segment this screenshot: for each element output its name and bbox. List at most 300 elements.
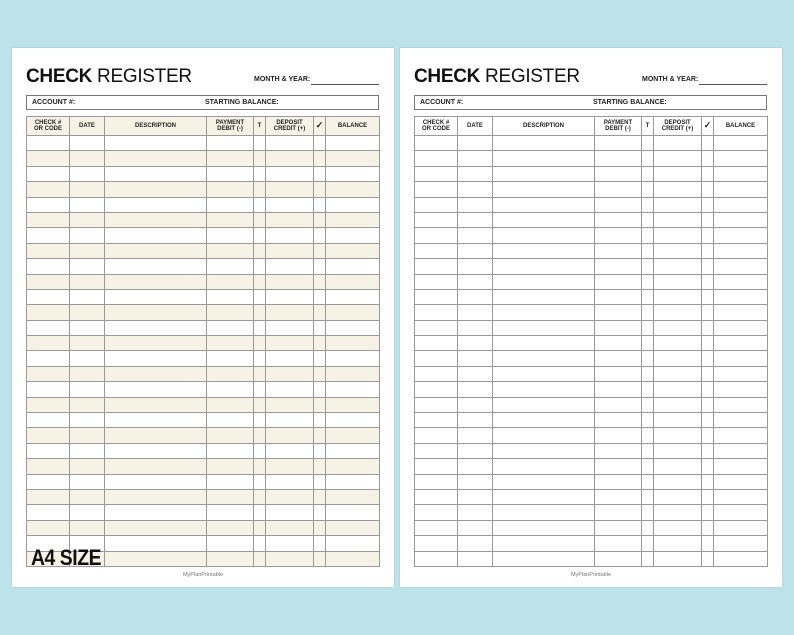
cell-t[interactable] (254, 305, 266, 320)
cell-cleared[interactable] (702, 151, 714, 166)
cell-deposit[interactable] (266, 274, 314, 289)
cell-check[interactable] (27, 520, 70, 535)
cell-description[interactable] (493, 136, 595, 151)
cell-description[interactable] (105, 397, 207, 412)
cell-balance[interactable] (714, 289, 768, 304)
cell-date[interactable] (458, 366, 493, 381)
cell-balance[interactable] (326, 474, 380, 489)
cell-description[interactable] (105, 505, 207, 520)
cell-payment[interactable] (207, 351, 254, 366)
cell-check[interactable] (27, 166, 70, 181)
cell-t[interactable] (254, 366, 266, 381)
cell-balance[interactable] (326, 336, 380, 351)
cell-check[interactable] (415, 182, 458, 197)
cell-deposit[interactable] (654, 136, 702, 151)
cell-t[interactable] (254, 474, 266, 489)
cell-deposit[interactable] (654, 320, 702, 335)
cell-date[interactable] (458, 259, 493, 274)
cell-payment[interactable] (207, 520, 254, 535)
cell-check[interactable] (415, 474, 458, 489)
cell-balance[interactable] (326, 274, 380, 289)
cell-cleared[interactable] (314, 474, 326, 489)
cell-balance[interactable] (714, 382, 768, 397)
cell-cleared[interactable] (702, 274, 714, 289)
cell-cleared[interactable] (702, 459, 714, 474)
cell-cleared[interactable] (702, 413, 714, 428)
cell-check[interactable] (415, 151, 458, 166)
cell-date[interactable] (70, 459, 105, 474)
cell-deposit[interactable] (266, 197, 314, 212)
cell-description[interactable] (105, 551, 207, 566)
cell-payment[interactable] (207, 428, 254, 443)
cell-t[interactable] (642, 136, 654, 151)
cell-balance[interactable] (714, 428, 768, 443)
cell-balance[interactable] (714, 489, 768, 504)
cell-cleared[interactable] (314, 505, 326, 520)
cell-date[interactable] (458, 212, 493, 227)
cell-cleared[interactable] (314, 351, 326, 366)
cell-check[interactable] (415, 305, 458, 320)
cell-check[interactable] (27, 197, 70, 212)
cell-balance[interactable] (326, 197, 380, 212)
cell-cleared[interactable] (702, 212, 714, 227)
cell-deposit[interactable] (266, 182, 314, 197)
cell-date[interactable] (458, 228, 493, 243)
cell-cleared[interactable] (314, 305, 326, 320)
cell-balance[interactable] (714, 274, 768, 289)
cell-t[interactable] (642, 274, 654, 289)
cell-cleared[interactable] (702, 382, 714, 397)
cell-description[interactable] (493, 443, 595, 458)
cell-description[interactable] (493, 397, 595, 412)
cell-deposit[interactable] (654, 166, 702, 181)
cell-date[interactable] (70, 274, 105, 289)
cell-description[interactable] (493, 259, 595, 274)
cell-balance[interactable] (326, 382, 380, 397)
cell-t[interactable] (254, 243, 266, 258)
cell-payment[interactable] (207, 366, 254, 381)
cell-cleared[interactable] (314, 413, 326, 428)
cell-balance[interactable] (714, 228, 768, 243)
cell-deposit[interactable] (654, 228, 702, 243)
cell-check[interactable] (27, 489, 70, 504)
cell-cleared[interactable] (314, 212, 326, 227)
cell-t[interactable] (254, 551, 266, 566)
cell-date[interactable] (70, 151, 105, 166)
cell-payment[interactable] (595, 274, 642, 289)
cell-date[interactable] (458, 489, 493, 504)
cell-description[interactable] (105, 289, 207, 304)
cell-cleared[interactable] (702, 289, 714, 304)
cell-payment[interactable] (595, 136, 642, 151)
cell-check[interactable] (27, 243, 70, 258)
cell-balance[interactable] (326, 351, 380, 366)
cell-date[interactable] (458, 351, 493, 366)
cell-deposit[interactable] (654, 551, 702, 566)
cell-cleared[interactable] (314, 336, 326, 351)
cell-t[interactable] (254, 443, 266, 458)
cell-date[interactable] (458, 382, 493, 397)
cell-cleared[interactable] (314, 228, 326, 243)
cell-description[interactable] (105, 413, 207, 428)
cell-description[interactable] (493, 197, 595, 212)
cell-date[interactable] (70, 474, 105, 489)
cell-check[interactable] (27, 443, 70, 458)
cell-description[interactable] (105, 351, 207, 366)
cell-payment[interactable] (595, 197, 642, 212)
cell-date[interactable] (70, 366, 105, 381)
cell-payment[interactable] (595, 551, 642, 566)
cell-balance[interactable] (714, 505, 768, 520)
cell-deposit[interactable] (654, 489, 702, 504)
cell-check[interactable] (415, 520, 458, 535)
cell-payment[interactable] (595, 336, 642, 351)
cell-description[interactable] (105, 151, 207, 166)
cell-balance[interactable] (326, 505, 380, 520)
cell-cleared[interactable] (314, 489, 326, 504)
cell-cleared[interactable] (314, 136, 326, 151)
cell-deposit[interactable] (266, 443, 314, 458)
cell-payment[interactable] (207, 505, 254, 520)
cell-balance[interactable] (326, 489, 380, 504)
cell-t[interactable] (642, 212, 654, 227)
cell-t[interactable] (642, 489, 654, 504)
cell-balance[interactable] (326, 151, 380, 166)
cell-cleared[interactable] (702, 474, 714, 489)
cell-balance[interactable] (326, 305, 380, 320)
cell-check[interactable] (27, 212, 70, 227)
cell-description[interactable] (493, 551, 595, 566)
cell-check[interactable] (415, 382, 458, 397)
cell-deposit[interactable] (266, 259, 314, 274)
cell-description[interactable] (493, 151, 595, 166)
cell-date[interactable] (458, 413, 493, 428)
cell-balance[interactable] (714, 151, 768, 166)
cell-date[interactable] (70, 351, 105, 366)
cell-balance[interactable] (326, 136, 380, 151)
cell-check[interactable] (415, 197, 458, 212)
cell-deposit[interactable] (654, 459, 702, 474)
cell-check[interactable] (415, 366, 458, 381)
cell-check[interactable] (27, 366, 70, 381)
cell-date[interactable] (458, 536, 493, 551)
cell-date[interactable] (458, 336, 493, 351)
cell-description[interactable] (105, 489, 207, 504)
cell-check[interactable] (415, 551, 458, 566)
cell-payment[interactable] (207, 151, 254, 166)
cell-balance[interactable] (714, 413, 768, 428)
cell-t[interactable] (254, 182, 266, 197)
cell-date[interactable] (70, 489, 105, 504)
cell-date[interactable] (70, 505, 105, 520)
cell-t[interactable] (642, 397, 654, 412)
cell-description[interactable] (493, 459, 595, 474)
cell-deposit[interactable] (654, 243, 702, 258)
cell-deposit[interactable] (266, 212, 314, 227)
cell-payment[interactable] (595, 259, 642, 274)
cell-check[interactable] (415, 320, 458, 335)
cell-balance[interactable] (326, 212, 380, 227)
cell-t[interactable] (254, 320, 266, 335)
cell-deposit[interactable] (654, 151, 702, 166)
cell-date[interactable] (70, 305, 105, 320)
cell-description[interactable] (105, 520, 207, 535)
cell-t[interactable] (254, 166, 266, 181)
cell-payment[interactable] (207, 182, 254, 197)
cell-deposit[interactable] (266, 520, 314, 535)
cell-cleared[interactable] (314, 459, 326, 474)
cell-balance[interactable] (326, 320, 380, 335)
cell-description[interactable] (493, 428, 595, 443)
cell-description[interactable] (105, 212, 207, 227)
cell-date[interactable] (458, 182, 493, 197)
cell-deposit[interactable] (266, 536, 314, 551)
cell-check[interactable] (415, 443, 458, 458)
cell-check[interactable] (27, 182, 70, 197)
cell-payment[interactable] (207, 212, 254, 227)
cell-payment[interactable] (207, 551, 254, 566)
cell-balance[interactable] (714, 520, 768, 535)
cell-deposit[interactable] (266, 474, 314, 489)
cell-t[interactable] (642, 413, 654, 428)
cell-balance[interactable] (326, 443, 380, 458)
cell-cleared[interactable] (314, 259, 326, 274)
cell-t[interactable] (642, 289, 654, 304)
cell-description[interactable] (105, 274, 207, 289)
cell-t[interactable] (254, 428, 266, 443)
cell-deposit[interactable] (654, 536, 702, 551)
cell-date[interactable] (70, 259, 105, 274)
cell-payment[interactable] (207, 489, 254, 504)
cell-description[interactable] (493, 243, 595, 258)
cell-cleared[interactable] (702, 397, 714, 412)
cell-balance[interactable] (326, 228, 380, 243)
cell-cleared[interactable] (314, 274, 326, 289)
cell-date[interactable] (458, 459, 493, 474)
cell-t[interactable] (642, 320, 654, 335)
cell-date[interactable] (458, 443, 493, 458)
cell-date[interactable] (458, 274, 493, 289)
cell-date[interactable] (70, 382, 105, 397)
cell-deposit[interactable] (654, 505, 702, 520)
cell-balance[interactable] (714, 459, 768, 474)
cell-deposit[interactable] (266, 397, 314, 412)
cell-description[interactable] (493, 182, 595, 197)
cell-cleared[interactable] (314, 520, 326, 535)
cell-cleared[interactable] (702, 551, 714, 566)
cell-date[interactable] (70, 212, 105, 227)
cell-payment[interactable] (595, 212, 642, 227)
cell-balance[interactable] (326, 551, 380, 566)
cell-t[interactable] (642, 520, 654, 535)
cell-t[interactable] (254, 536, 266, 551)
cell-deposit[interactable] (266, 136, 314, 151)
cell-balance[interactable] (326, 182, 380, 197)
cell-cleared[interactable] (702, 228, 714, 243)
cell-cleared[interactable] (702, 366, 714, 381)
cell-description[interactable] (493, 336, 595, 351)
cell-description[interactable] (493, 212, 595, 227)
cell-cleared[interactable] (702, 259, 714, 274)
cell-description[interactable] (105, 228, 207, 243)
cell-check[interactable] (415, 259, 458, 274)
cell-payment[interactable] (207, 474, 254, 489)
cell-cleared[interactable] (702, 351, 714, 366)
cell-check[interactable] (27, 136, 70, 151)
cell-payment[interactable] (595, 536, 642, 551)
cell-payment[interactable] (595, 459, 642, 474)
cell-description[interactable] (105, 459, 207, 474)
cell-payment[interactable] (207, 274, 254, 289)
cell-balance[interactable] (714, 136, 768, 151)
cell-cleared[interactable] (314, 397, 326, 412)
cell-payment[interactable] (595, 443, 642, 458)
cell-t[interactable] (254, 382, 266, 397)
cell-deposit[interactable] (654, 428, 702, 443)
cell-t[interactable] (642, 166, 654, 181)
cell-balance[interactable] (326, 459, 380, 474)
cell-payment[interactable] (595, 182, 642, 197)
cell-cleared[interactable] (702, 243, 714, 258)
cell-balance[interactable] (326, 536, 380, 551)
cell-check[interactable] (415, 428, 458, 443)
cell-date[interactable] (70, 182, 105, 197)
cell-deposit[interactable] (266, 151, 314, 166)
cell-deposit[interactable] (266, 305, 314, 320)
cell-cleared[interactable] (314, 382, 326, 397)
cell-check[interactable] (27, 459, 70, 474)
cell-balance[interactable] (714, 397, 768, 412)
cell-t[interactable] (642, 151, 654, 166)
cell-t[interactable] (254, 136, 266, 151)
cell-cleared[interactable] (702, 443, 714, 458)
cell-check[interactable] (27, 274, 70, 289)
cell-check[interactable] (27, 289, 70, 304)
cell-deposit[interactable] (654, 182, 702, 197)
cell-cleared[interactable] (702, 520, 714, 535)
cell-date[interactable] (70, 336, 105, 351)
cell-cleared[interactable] (314, 428, 326, 443)
cell-payment[interactable] (595, 366, 642, 381)
cell-deposit[interactable] (654, 366, 702, 381)
cell-payment[interactable] (207, 413, 254, 428)
cell-t[interactable] (254, 259, 266, 274)
cell-cleared[interactable] (314, 182, 326, 197)
cell-cleared[interactable] (702, 305, 714, 320)
cell-check[interactable] (415, 166, 458, 181)
cell-balance[interactable] (714, 474, 768, 489)
cell-t[interactable] (254, 413, 266, 428)
month-year-field[interactable] (699, 84, 767, 85)
cell-payment[interactable] (595, 243, 642, 258)
cell-date[interactable] (458, 136, 493, 151)
cell-payment[interactable] (207, 336, 254, 351)
cell-payment[interactable] (207, 320, 254, 335)
cell-description[interactable] (493, 305, 595, 320)
cell-payment[interactable] (595, 413, 642, 428)
cell-cleared[interactable] (314, 151, 326, 166)
cell-deposit[interactable] (266, 505, 314, 520)
cell-cleared[interactable] (314, 536, 326, 551)
cell-deposit[interactable] (266, 428, 314, 443)
cell-date[interactable] (458, 151, 493, 166)
cell-description[interactable] (105, 305, 207, 320)
cell-deposit[interactable] (266, 351, 314, 366)
cell-description[interactable] (105, 336, 207, 351)
cell-description[interactable] (105, 474, 207, 489)
cell-date[interactable] (70, 228, 105, 243)
cell-cleared[interactable] (702, 136, 714, 151)
cell-check[interactable] (415, 413, 458, 428)
cell-description[interactable] (105, 259, 207, 274)
cell-payment[interactable] (595, 428, 642, 443)
cell-balance[interactable] (714, 536, 768, 551)
cell-description[interactable] (105, 536, 207, 551)
cell-description[interactable] (493, 228, 595, 243)
cell-description[interactable] (493, 489, 595, 504)
cell-balance[interactable] (714, 212, 768, 227)
cell-description[interactable] (105, 382, 207, 397)
cell-cleared[interactable] (314, 551, 326, 566)
cell-description[interactable] (105, 136, 207, 151)
cell-t[interactable] (254, 212, 266, 227)
cell-description[interactable] (493, 536, 595, 551)
cell-deposit[interactable] (654, 443, 702, 458)
cell-payment[interactable] (207, 382, 254, 397)
cell-check[interactable] (27, 413, 70, 428)
cell-description[interactable] (105, 320, 207, 335)
cell-deposit[interactable] (266, 289, 314, 304)
cell-cleared[interactable] (314, 166, 326, 181)
cell-t[interactable] (254, 151, 266, 166)
cell-deposit[interactable] (266, 366, 314, 381)
cell-balance[interactable] (714, 182, 768, 197)
cell-check[interactable] (415, 243, 458, 258)
cell-payment[interactable] (595, 397, 642, 412)
cell-check[interactable] (415, 489, 458, 504)
cell-cleared[interactable] (314, 443, 326, 458)
cell-cleared[interactable] (702, 489, 714, 504)
cell-check[interactable] (415, 536, 458, 551)
cell-payment[interactable] (207, 289, 254, 304)
cell-description[interactable] (493, 166, 595, 181)
cell-balance[interactable] (326, 397, 380, 412)
cell-payment[interactable] (207, 136, 254, 151)
cell-cleared[interactable] (702, 166, 714, 181)
cell-date[interactable] (458, 505, 493, 520)
cell-deposit[interactable] (266, 413, 314, 428)
cell-t[interactable] (642, 351, 654, 366)
cell-description[interactable] (493, 474, 595, 489)
cell-t[interactable] (642, 228, 654, 243)
cell-balance[interactable] (714, 351, 768, 366)
cell-check[interactable] (27, 320, 70, 335)
cell-t[interactable] (254, 197, 266, 212)
cell-date[interactable] (458, 166, 493, 181)
cell-cleared[interactable] (702, 182, 714, 197)
cell-balance[interactable] (714, 197, 768, 212)
cell-date[interactable] (70, 413, 105, 428)
cell-deposit[interactable] (654, 474, 702, 489)
cell-t[interactable] (642, 259, 654, 274)
cell-description[interactable] (105, 428, 207, 443)
cell-payment[interactable] (207, 459, 254, 474)
cell-check[interactable] (415, 397, 458, 412)
cell-balance[interactable] (714, 336, 768, 351)
cell-check[interactable] (27, 151, 70, 166)
cell-balance[interactable] (326, 166, 380, 181)
cell-description[interactable] (493, 505, 595, 520)
